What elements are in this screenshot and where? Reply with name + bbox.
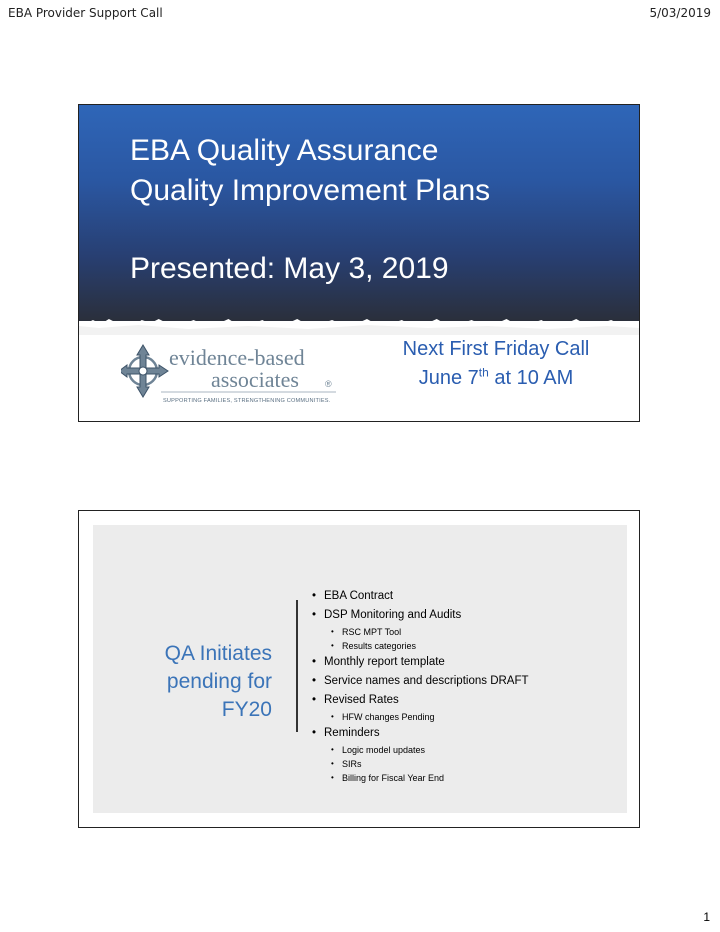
next-call-line-2: June 7th at 10 AM [418,365,574,389]
logo-name-line-2: associates [211,367,299,392]
list-subitem: • Billing for Fiscal Year End [312,771,529,785]
list-item: • EBA Contract [312,587,529,606]
next-call-line-1: Next First Friday Call [402,338,590,360]
list-subitem: • SIRs [312,757,529,771]
compass-cross-logo-icon [121,345,168,397]
slide-title [130,131,490,289]
header-date: 5/03/2019 [649,6,711,20]
list-subitem: • Logic model updates [312,743,529,757]
list-item: • Monthly report template [312,653,529,672]
list-item: • Service names and descriptions DRAFT [312,672,529,691]
list-item: • DSP Monitoring and Audits [312,606,529,625]
qa-initiates-label: QA Initiates pending for FY20 [164,642,272,721]
content-panel [93,525,627,813]
torn-edge-decoration [79,311,639,335]
eba-logo [121,341,336,407]
list-subitem: • Results categories [312,639,529,653]
logo-tagline: SUPPORTING FAMILIES, STRENGTHENING COMMUNITIES. [163,398,331,404]
next-call-notice [377,335,615,393]
qa-initiatives-slide [78,510,640,828]
list-subitem: • HFW changes Pending [312,710,529,724]
list-item: • Reminders [312,724,529,743]
list-subitem: • RSC MPT Tool [312,625,529,639]
initiatives-list [312,587,529,785]
logo-registered-mark: ® [325,379,332,389]
header-title: EBA Provider Support Call [8,6,163,20]
list-item: • Revised Rates [312,691,529,710]
page-number: 1 [703,910,710,924]
title-line-2: Quality Improvement Plans [130,174,491,207]
logo-name-line-1: evidence-based [169,345,305,370]
presented-date: Presented: May 3, 2019 [130,252,449,285]
divider-bar [296,600,298,732]
title-slide [78,104,640,422]
title-line-1: EBA Quality Assurance [130,134,439,167]
